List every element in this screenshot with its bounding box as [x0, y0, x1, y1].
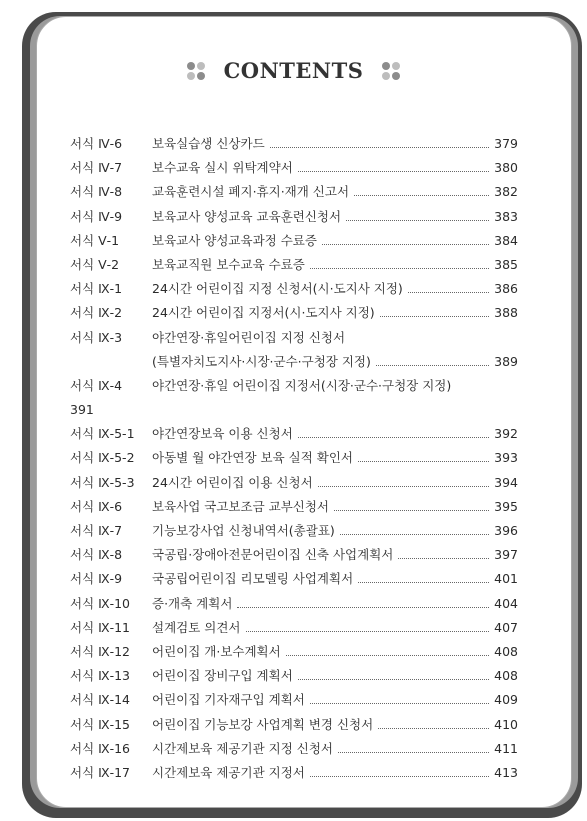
- form-code: 서식 Ⅸ-4: [70, 377, 123, 393]
- entry-line: [152, 255, 518, 275]
- entry-line: [152, 739, 518, 759]
- form-title: 24시간 어린이집 지정 신청서(시·도지사 지정): [152, 281, 403, 297]
- entry-line: [152, 207, 518, 227]
- toc-entry[interactable]: [70, 569, 518, 593]
- toc-entry[interactable]: [70, 642, 518, 666]
- dot-leader: [358, 461, 489, 462]
- toc-entry[interactable]: [70, 618, 518, 642]
- form-code: 서식 Ⅸ-13: [70, 668, 131, 684]
- dot-leader: [310, 776, 489, 777]
- form-code: 서식 Ⅸ-11: [70, 619, 131, 635]
- toc-entry[interactable]: [70, 521, 518, 545]
- entry-line: [152, 521, 518, 541]
- dot-leader: [354, 195, 489, 196]
- entry-line: [152, 182, 518, 202]
- form-code: 서식 Ⅸ-5-3: [70, 474, 135, 490]
- page-number: 386: [494, 281, 518, 297]
- toc-entry[interactable]: [70, 158, 518, 182]
- form-title: 어린이집 개·보수계획서: [152, 643, 281, 659]
- toc-entry[interactable]: [70, 473, 518, 497]
- dot-leader: [338, 752, 489, 753]
- entry-line: [152, 279, 518, 299]
- entry-line: [152, 715, 518, 735]
- entry-line: [152, 690, 518, 710]
- form-title: 야간연장·휴일어린이집 지정 신청서: [152, 329, 346, 345]
- dot-leader: [334, 510, 489, 511]
- form-title: 기능보강사업 신청내역서(총괄표): [152, 523, 335, 538]
- entry-line: [152, 424, 518, 444]
- dot-leader: [298, 171, 489, 172]
- page-number: 397: [494, 547, 518, 563]
- toc-entry[interactable]: [70, 763, 518, 787]
- form-title: 보육교직원 보수교육 수료증: [152, 256, 305, 272]
- dot-leader: [376, 365, 489, 366]
- decorative-dots-icon: [186, 61, 206, 81]
- entry-line: [152, 158, 518, 178]
- form-title: 시간제보육 제공기관 지정 신청서: [152, 740, 333, 756]
- toc-entry[interactable]: [70, 231, 518, 255]
- entry-line: [152, 545, 518, 565]
- page-number: 409: [494, 692, 518, 708]
- entry-line: [152, 448, 518, 468]
- form-title: 야간연장보육 이용 신청서: [152, 426, 293, 442]
- form-code: 서식 Ⅳ-7: [70, 160, 123, 176]
- dot-leader: [298, 679, 489, 680]
- form-code: 서식 Ⅸ-10: [70, 595, 131, 611]
- form-title: 24시간 어린이집 이용 신청서: [152, 474, 313, 490]
- form-title: 보수교육 실시 위탁계약서: [152, 160, 293, 176]
- page-number: 384: [494, 232, 518, 248]
- entry-line: [152, 303, 518, 323]
- toc-entry[interactable]: [70, 739, 518, 763]
- form-title: 어린이집 기능보강 사업계획 변경 신청서: [152, 716, 374, 732]
- form-code: 서식 Ⅸ-1: [70, 281, 123, 297]
- form-code: 서식 Ⅸ-16: [70, 740, 131, 756]
- entry-line: [152, 642, 518, 662]
- form-code: 서식 Ⅸ-7: [70, 523, 123, 538]
- page-number: 380: [494, 160, 518, 176]
- page-number: 401: [494, 571, 518, 587]
- toc-entry[interactable]: [70, 497, 518, 521]
- page-number: 379: [494, 136, 518, 151]
- entry-line: [152, 569, 518, 589]
- form-code: 서식 Ⅸ-6: [70, 498, 123, 514]
- page-number: 388: [494, 305, 518, 321]
- page-number: 410: [494, 716, 518, 732]
- form-code: 서식 Ⅸ-12: [70, 643, 131, 659]
- page-number: 411: [494, 740, 518, 756]
- form-title: 아동별 월 야간연장 보육 실적 확인서: [152, 450, 353, 466]
- entry-line: [70, 400, 518, 420]
- toc-entry[interactable]: [70, 545, 518, 569]
- page-number: 392: [494, 426, 518, 442]
- form-title: 증·개축 계획서: [152, 595, 233, 611]
- title-area: [0, 58, 587, 83]
- page-number: 394: [494, 474, 518, 490]
- toc-entry[interactable]: [70, 303, 518, 327]
- dot-leader: [322, 244, 489, 245]
- dot-leader: [346, 220, 489, 221]
- form-code: 서식 Ⅴ-2: [70, 256, 120, 272]
- dot-leader: [380, 316, 489, 317]
- dot-leader: [358, 582, 489, 583]
- form-code: 서식 Ⅳ-8: [70, 184, 123, 200]
- page-number: 408: [494, 668, 518, 684]
- form-title: 24시간 어린이집 지정서(시·도지사 지정): [152, 305, 375, 321]
- toc-entry[interactable]: [70, 328, 518, 352]
- form-code: 서식 Ⅸ-3: [70, 329, 123, 345]
- toc-entry[interactable]: [70, 400, 518, 424]
- form-code: 서식 Ⅴ-1: [70, 232, 120, 248]
- page-number: 404: [494, 595, 518, 611]
- form-code: 서식 Ⅸ-9: [70, 571, 123, 587]
- page-number: 383: [494, 208, 518, 224]
- page-number: 382: [494, 184, 518, 200]
- form-code: 서식 Ⅳ-9: [70, 208, 123, 224]
- toc-entry[interactable]: [70, 279, 518, 303]
- dot-leader: [270, 147, 489, 148]
- entry-line: [152, 763, 518, 783]
- form-code: 서식 Ⅳ-6: [70, 136, 123, 151]
- dot-leader: [237, 607, 489, 608]
- dot-leader: [286, 655, 489, 656]
- toc-entry[interactable]: [70, 666, 518, 690]
- form-code: 서식 Ⅸ-5-1: [70, 426, 135, 442]
- toc-entry[interactable]: [70, 594, 518, 618]
- form-title: 보육사업 국고보조금 교부신청서: [152, 498, 329, 514]
- toc-entry[interactable]: [70, 690, 518, 714]
- form-title: 국공립·장애아전문어린이집 신축 사업계획서: [152, 547, 394, 563]
- dot-leader: [298, 437, 489, 438]
- toc-entry[interactable]: [70, 352, 518, 376]
- entry-line: [152, 618, 518, 638]
- dot-leader: [408, 292, 489, 293]
- entry-line: [152, 328, 518, 348]
- toc-entry[interactable]: [70, 448, 518, 472]
- form-title: 보육실습생 신상카드: [152, 136, 265, 151]
- form-title: 보육교사 양성교육과정 수료증: [152, 232, 317, 248]
- form-title: 설계검토 의견서: [152, 619, 241, 635]
- entry-line: [152, 352, 518, 372]
- form-title: 보육교사 양성교육 교육훈련신청서: [152, 208, 342, 224]
- form-title: 야간연장·휴일 어린이집 지정서(시장·군수·구청장 지정): [152, 377, 452, 393]
- page-number: 389: [494, 353, 518, 369]
- dot-leader: [246, 631, 490, 632]
- page-number: 408: [494, 643, 518, 659]
- dot-leader: [378, 728, 489, 729]
- toc-entry[interactable]: [70, 715, 518, 739]
- decorative-dots-icon: [381, 61, 401, 81]
- toc-entry[interactable]: [70, 424, 518, 448]
- entry-line: [152, 666, 518, 686]
- toc-entry[interactable]: [70, 207, 518, 231]
- form-code: 서식 Ⅸ-15: [70, 716, 131, 732]
- toc-entry[interactable]: [70, 182, 518, 206]
- entry-line: [152, 594, 518, 614]
- entry-line: [152, 473, 518, 493]
- entry-line: [152, 231, 518, 251]
- page-title: CONTENTS: [223, 58, 364, 83]
- form-code: 서식 Ⅸ-14: [70, 692, 131, 708]
- form-code: 서식 Ⅸ-2: [70, 305, 123, 321]
- toc-entry[interactable]: [70, 134, 518, 158]
- form-title: 시간제보육 제공기관 지정서: [152, 764, 305, 780]
- entry-line: [152, 134, 518, 154]
- dot-leader: [310, 268, 489, 269]
- dot-leader: [398, 558, 489, 559]
- page-number: 385: [494, 256, 518, 272]
- toc-entry[interactable]: [70, 376, 518, 400]
- form-title: 어린이집 장비구입 계획서: [152, 668, 293, 684]
- form-code: 서식 Ⅸ-5-2: [70, 450, 135, 466]
- form-title: (특별자치도지사·시장·군수·구청장 지정): [152, 353, 371, 369]
- page-number: 396: [494, 523, 518, 538]
- page-number: 393: [494, 450, 518, 466]
- page-number: 407: [494, 619, 518, 635]
- form-code: 서식 Ⅸ-17: [70, 764, 131, 780]
- toc-entry[interactable]: [70, 255, 518, 279]
- page-number: 413: [494, 764, 518, 780]
- form-title: 국공립어린이집 리모델링 사업계획서: [152, 571, 354, 587]
- form-title: 어린이집 기자재구입 계획서: [152, 692, 305, 708]
- page-number: 395: [494, 498, 518, 514]
- table-of-contents: [70, 134, 518, 787]
- entry-line: [152, 376, 518, 396]
- form-code: 서식 Ⅸ-8: [70, 547, 123, 563]
- entry-line: [152, 497, 518, 517]
- dot-leader: [310, 703, 489, 704]
- dot-leader: [340, 534, 489, 535]
- dot-leader: [318, 486, 489, 487]
- form-title: 교육훈련시설 폐지·휴지·재개 신고서: [152, 184, 350, 200]
- form-title: 391: [70, 402, 94, 418]
